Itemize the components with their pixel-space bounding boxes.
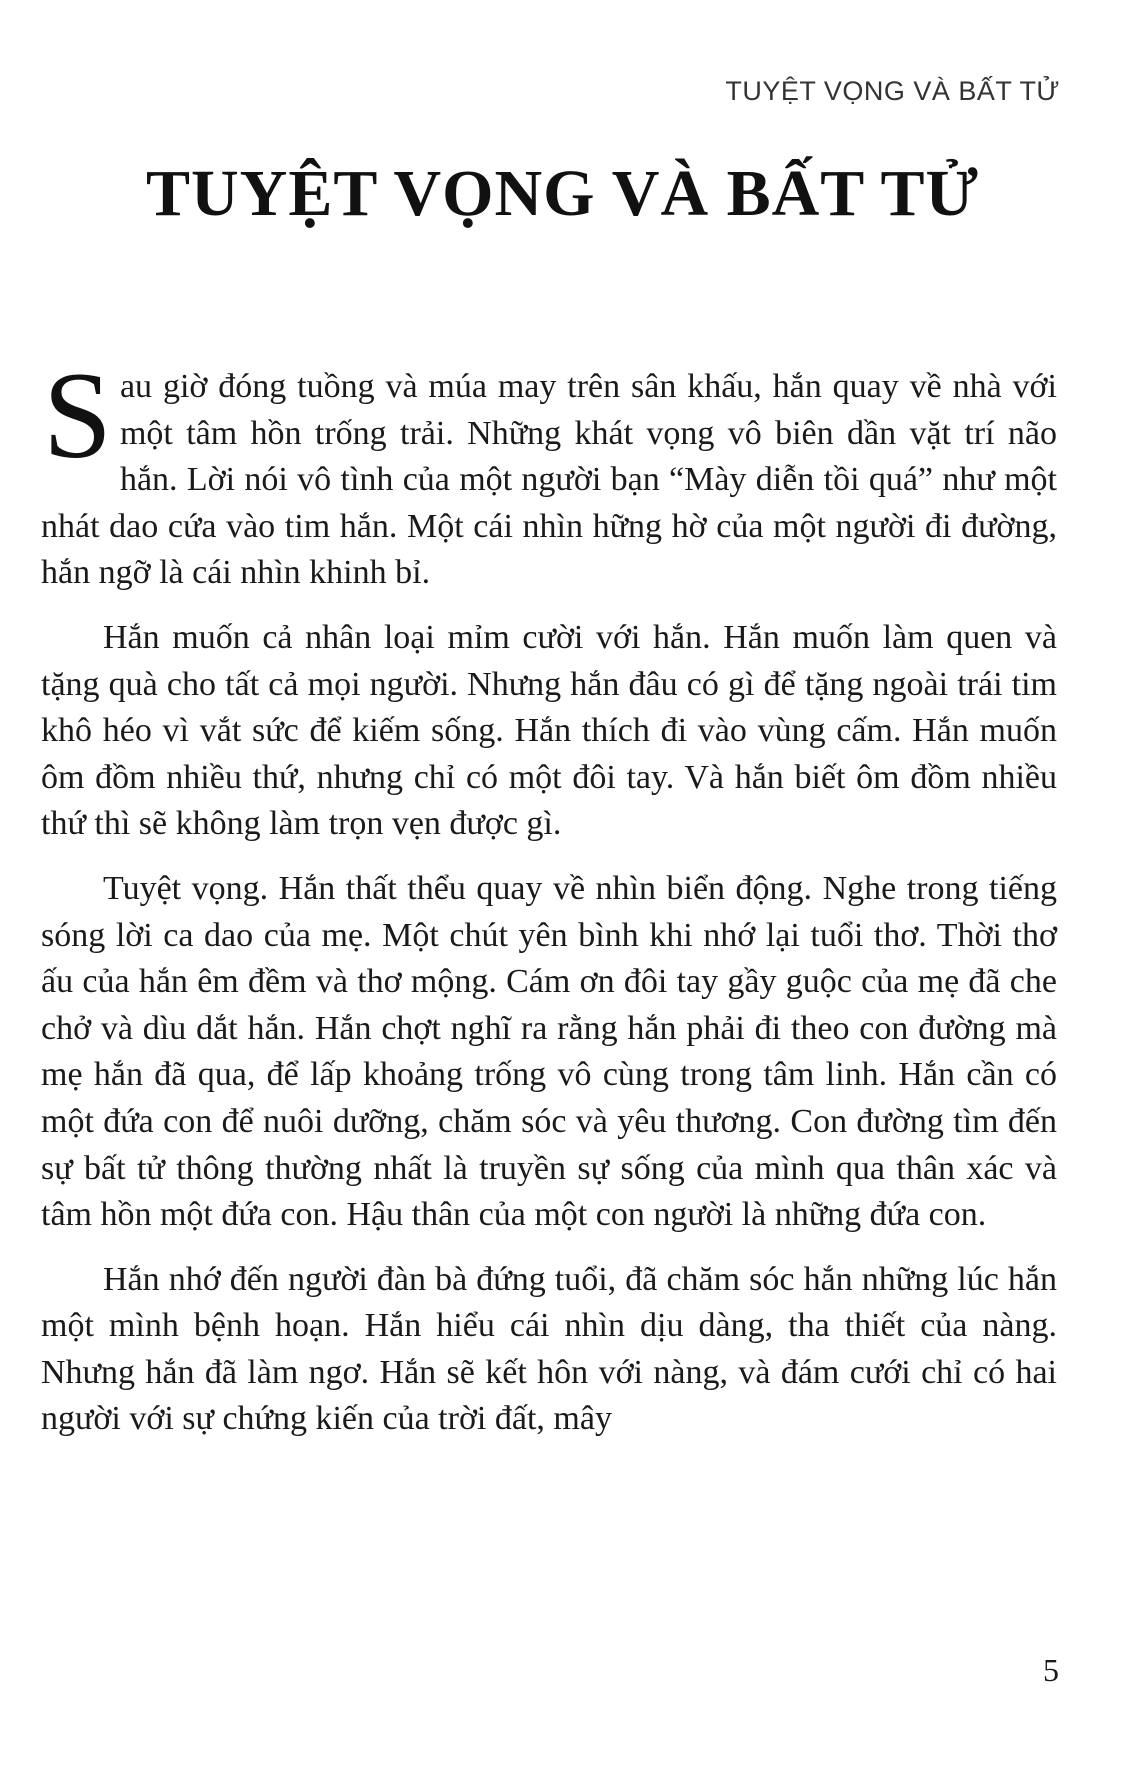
page-number: 5 — [1043, 1652, 1059, 1688]
drop-cap: S — [43, 347, 112, 484]
paragraph-1 — [41, 347, 1057, 597]
body-text — [41, 347, 1057, 1461]
chapter-title: TUYỆT VỌNG VÀ BẤT TỬ — [145, 157, 979, 230]
running-header: TUYỆT VỌNG VÀ BẤT TỬ — [725, 76, 1060, 106]
paragraph-2: Hắn muốn cả nhân loại mỉm cười với hắn. Hắn muốn làm quen và tặng quà cho tất cả mọi người. Nhưng hắn đâu có gì để tặng ngoài trái tim khô héo vì vắt sức để kiếm sống. Hắn thích đi vào vùng cấm. Hắn muốn ôm đồm nhiều thứ, nhưng chỉ có một đôi tay. Và hắn biết ôm đồm nhiều thứ thì sẽ không làm trọn vẹn được gì. — [41, 618, 1057, 843]
paragraph-3: Tuyệt vọng. Hắn thất thểu quay về nhìn biển động. Nghe trong tiếng sóng lời ca dao của mẹ. Một chút yên bình khi nhớ lại tuổi thơ. Thời thơ ấu của hắn êm đềm và thơ mộng. Cám ơn đôi tay gầy guộc của mẹ đã che chở và dìu dắt hắn. Hắn chợt nghĩ ra rằng hắn phải đi theo con đường mà mẹ hắn đã qua, để lấp khoảng trống vô cùng trong tâm linh. Hắn cần có một đứa con để nuôi dưỡng, chăm sóc và yêu thương. Con đường tìm đến sự bất tử thông thường nhất là truyền sự sống của mình qua thân xác và tâm hồn một đứa con. Hậu thân của một con người là những đứa con. — [41, 869, 1057, 1234]
paragraph-1-text: au giờ đóng tuồng và múa may trên sân khấu, hắn quay về nhà với một tâm hồn trống trải. Những khát vọng vô biên dần vặt trí não hắn. Lời nói vô tình của một người bạn “Mày diễn tồi quá” như một nhát dao cứa vào tim hắn. Một cái nhìn hững hờ của một người đi đường, hắn ngỡ là cái nhìn khinh bỉ. — [41, 368, 1057, 592]
paragraph-4: Hắn nhớ đến người đàn bà đứng tuổi, đã chăm sóc hắn những lúc hắn một mình bệnh hoạn. Hắn hiểu cái nhìn dịu dàng, tha thiết của nàng. Nhưng hắn đã làm ngơ. Hắn sẽ kết hôn với nàng, và đám cưới chỉ có hai người với sự chứng kiến của trời đất, mây — [41, 1260, 1057, 1438]
